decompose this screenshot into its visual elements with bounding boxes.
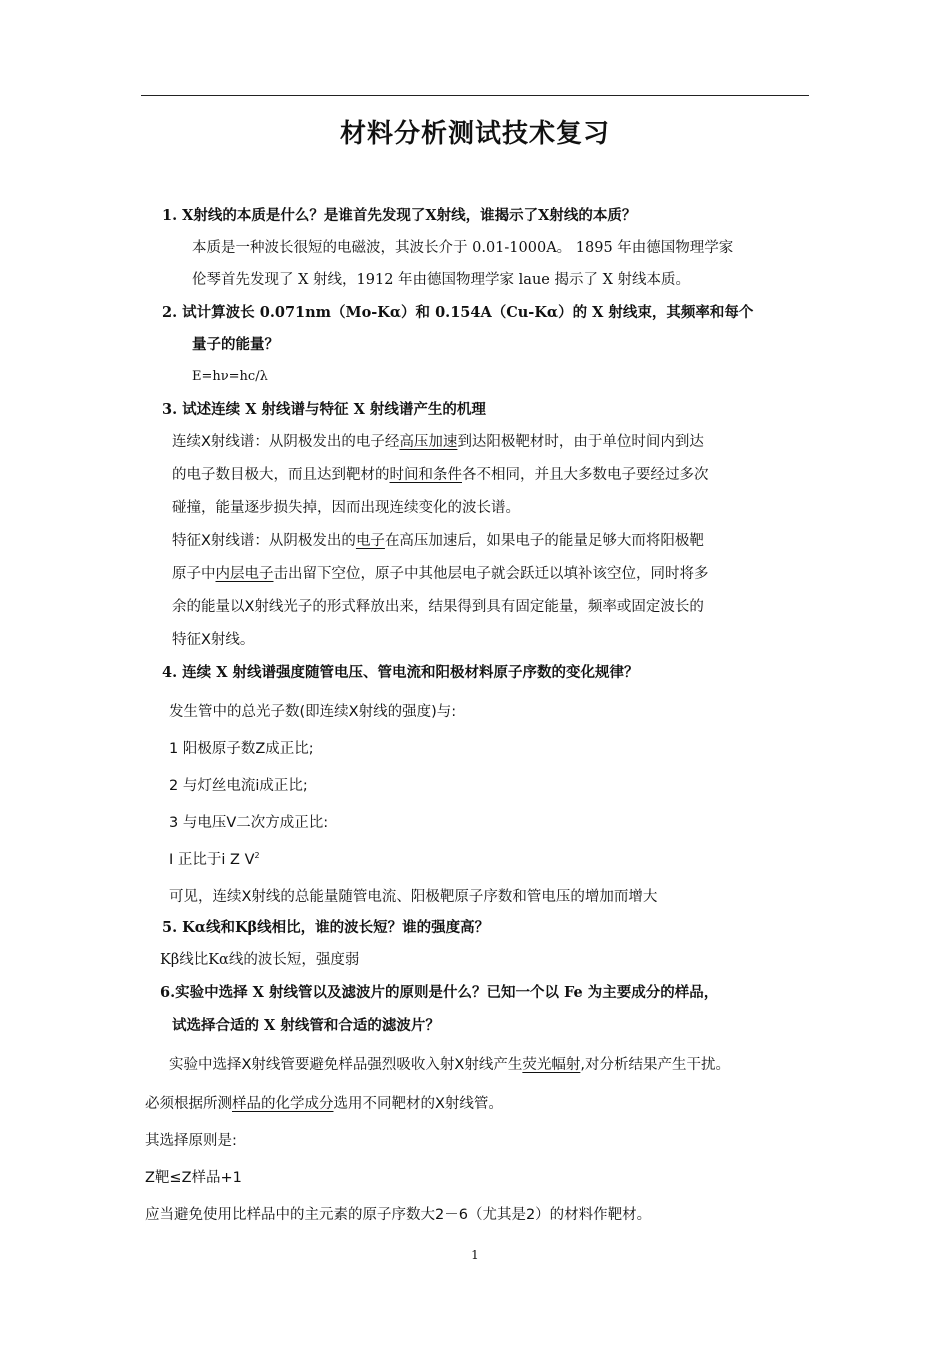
energy-formula: E=hν=hc/λ	[192, 369, 268, 384]
underlined-term: 高压加速	[399, 434, 458, 450]
question-4: 4. 连续 X 射线谱强度随管电压、管电流和阳极材料原子序数的变化规律？	[162, 664, 639, 681]
photon-count-intro: 发生管中的总光子数(即连续X射线的强度)与:	[169, 704, 457, 720]
underlined-term: 样品的化学成分	[232, 1096, 334, 1112]
answer-5: Kβ线比Kα线的波长短，强度弱	[160, 952, 360, 968]
question-5: 5. Kα线和Kβ线相比，谁的波长短？谁的强度高？	[162, 919, 490, 936]
underlined-term: 时间和条件	[389, 467, 462, 483]
selection-rule: Z靶≤Z样品+1	[145, 1170, 242, 1186]
intensity-conclusion: 可见，连续X射线的总能量随管电流、阳极靶原子序数和管电压的增加而增大	[169, 889, 658, 905]
text-segment: 特征X射线谱：从阴极发出的	[172, 533, 356, 549]
text-segment: 到达阳极靶材时，由于单位时间内到达	[457, 434, 704, 450]
text-segment: 实验中选择X射线管要避免样品强烈吸收入射X射线产生	[169, 1057, 523, 1073]
text-segment: 必须根据所测	[145, 1096, 232, 1112]
text-segment: 在高压加速后，如果电子的能量足够大而将阳极靶	[384, 533, 704, 549]
relation-exponent: 2	[254, 851, 260, 861]
question-2-line-2: 量子的能量？	[192, 336, 279, 353]
text-segment: 各不相同，并且大多数电子要经过多次	[462, 467, 709, 483]
selection-note: 应当避免使用比样品中的主元素的原子序数大2－6（尤其是2）的材料作靶材。	[145, 1207, 652, 1223]
text-segment: 原子中	[172, 566, 216, 582]
question-6-line-1: 6.实验中选择 X 射线管以及滤波片的原则是什么？已知一个以 Fe 为主要成分的样品，	[160, 984, 719, 1001]
rule-item-3: 3 与电压V二次方成正比:	[169, 815, 329, 831]
continuous-spectrum-line-2	[172, 465, 709, 485]
intensity-relation	[169, 850, 260, 870]
question-3: 3. 试述连续 X 射线谱与特征 X 射线谱产生的机理	[162, 401, 486, 418]
text-segment: 的电子数目极大，而且达到靶材的	[172, 467, 390, 483]
underlined-term: 内层电子	[215, 566, 274, 582]
answer-6-line-1	[169, 1055, 730, 1075]
continuous-spectrum-line-1	[172, 432, 704, 452]
characteristic-spectrum-line-4: 特征X射线。	[172, 632, 255, 648]
selection-principle-label: 其选择原则是:	[145, 1133, 237, 1149]
relation-text: I 正比于i Z V	[169, 852, 255, 868]
continuous-spectrum-line-3: 碰撞，能量逐步损失掉，因而出现连续变化的波长谱。	[172, 500, 520, 516]
characteristic-spectrum-line-1	[172, 531, 704, 551]
question-6-line-2: 试选择合适的 X 射线管和合适的滤波片？	[172, 1017, 440, 1034]
answer-6-line-2	[145, 1094, 503, 1114]
text-segment: ,对分析结果产生干扰。	[580, 1057, 730, 1073]
rule-item-1: 1 阳极原子数Z成正比;	[169, 741, 314, 757]
underlined-term: 荧光幅射	[522, 1057, 581, 1073]
rule-item-2: 2 与灯丝电流i成正比;	[169, 778, 308, 794]
text-segment: 选用不同靶材的X射线管。	[333, 1096, 503, 1112]
text-segment: 击出留下空位，原子中其他层电子就会跃迁以填补该空位，同时将多	[273, 566, 709, 582]
question-1: 1. X射线的本质是什么？是谁首先发现了X射线，谁揭示了X射线的本质？	[162, 207, 637, 224]
answer-1-line-1: 本质是一种波长很短的电磁波，其波长介于 0.01-1000A。 1895 年由德国物理学家	[192, 240, 734, 256]
characteristic-spectrum-line-3: 余的能量以X射线光子的形式释放出来，结果得到具有固定能量，频率或固定波长的	[172, 599, 704, 615]
answer-1-line-2: 伦琴首先发现了 X 射线，1912 年由德国物理学家 laue 揭示了 X 射线本质。	[192, 272, 691, 288]
page-number: 1	[471, 1248, 479, 1262]
characteristic-spectrum-line-2	[172, 564, 709, 584]
header-rule	[141, 95, 809, 96]
page-title: 材料分析测试技术复习	[339, 119, 610, 149]
text-segment: 连续X射线谱：从阴极发出的电子经	[172, 434, 400, 450]
question-2-line-1: 2. 试计算波长 0.071nm（Mo-Kα）和 0.154A（Cu-Kα）的 X 射线束，其频率和每个	[162, 304, 754, 321]
underlined-term: 电子	[355, 533, 385, 549]
